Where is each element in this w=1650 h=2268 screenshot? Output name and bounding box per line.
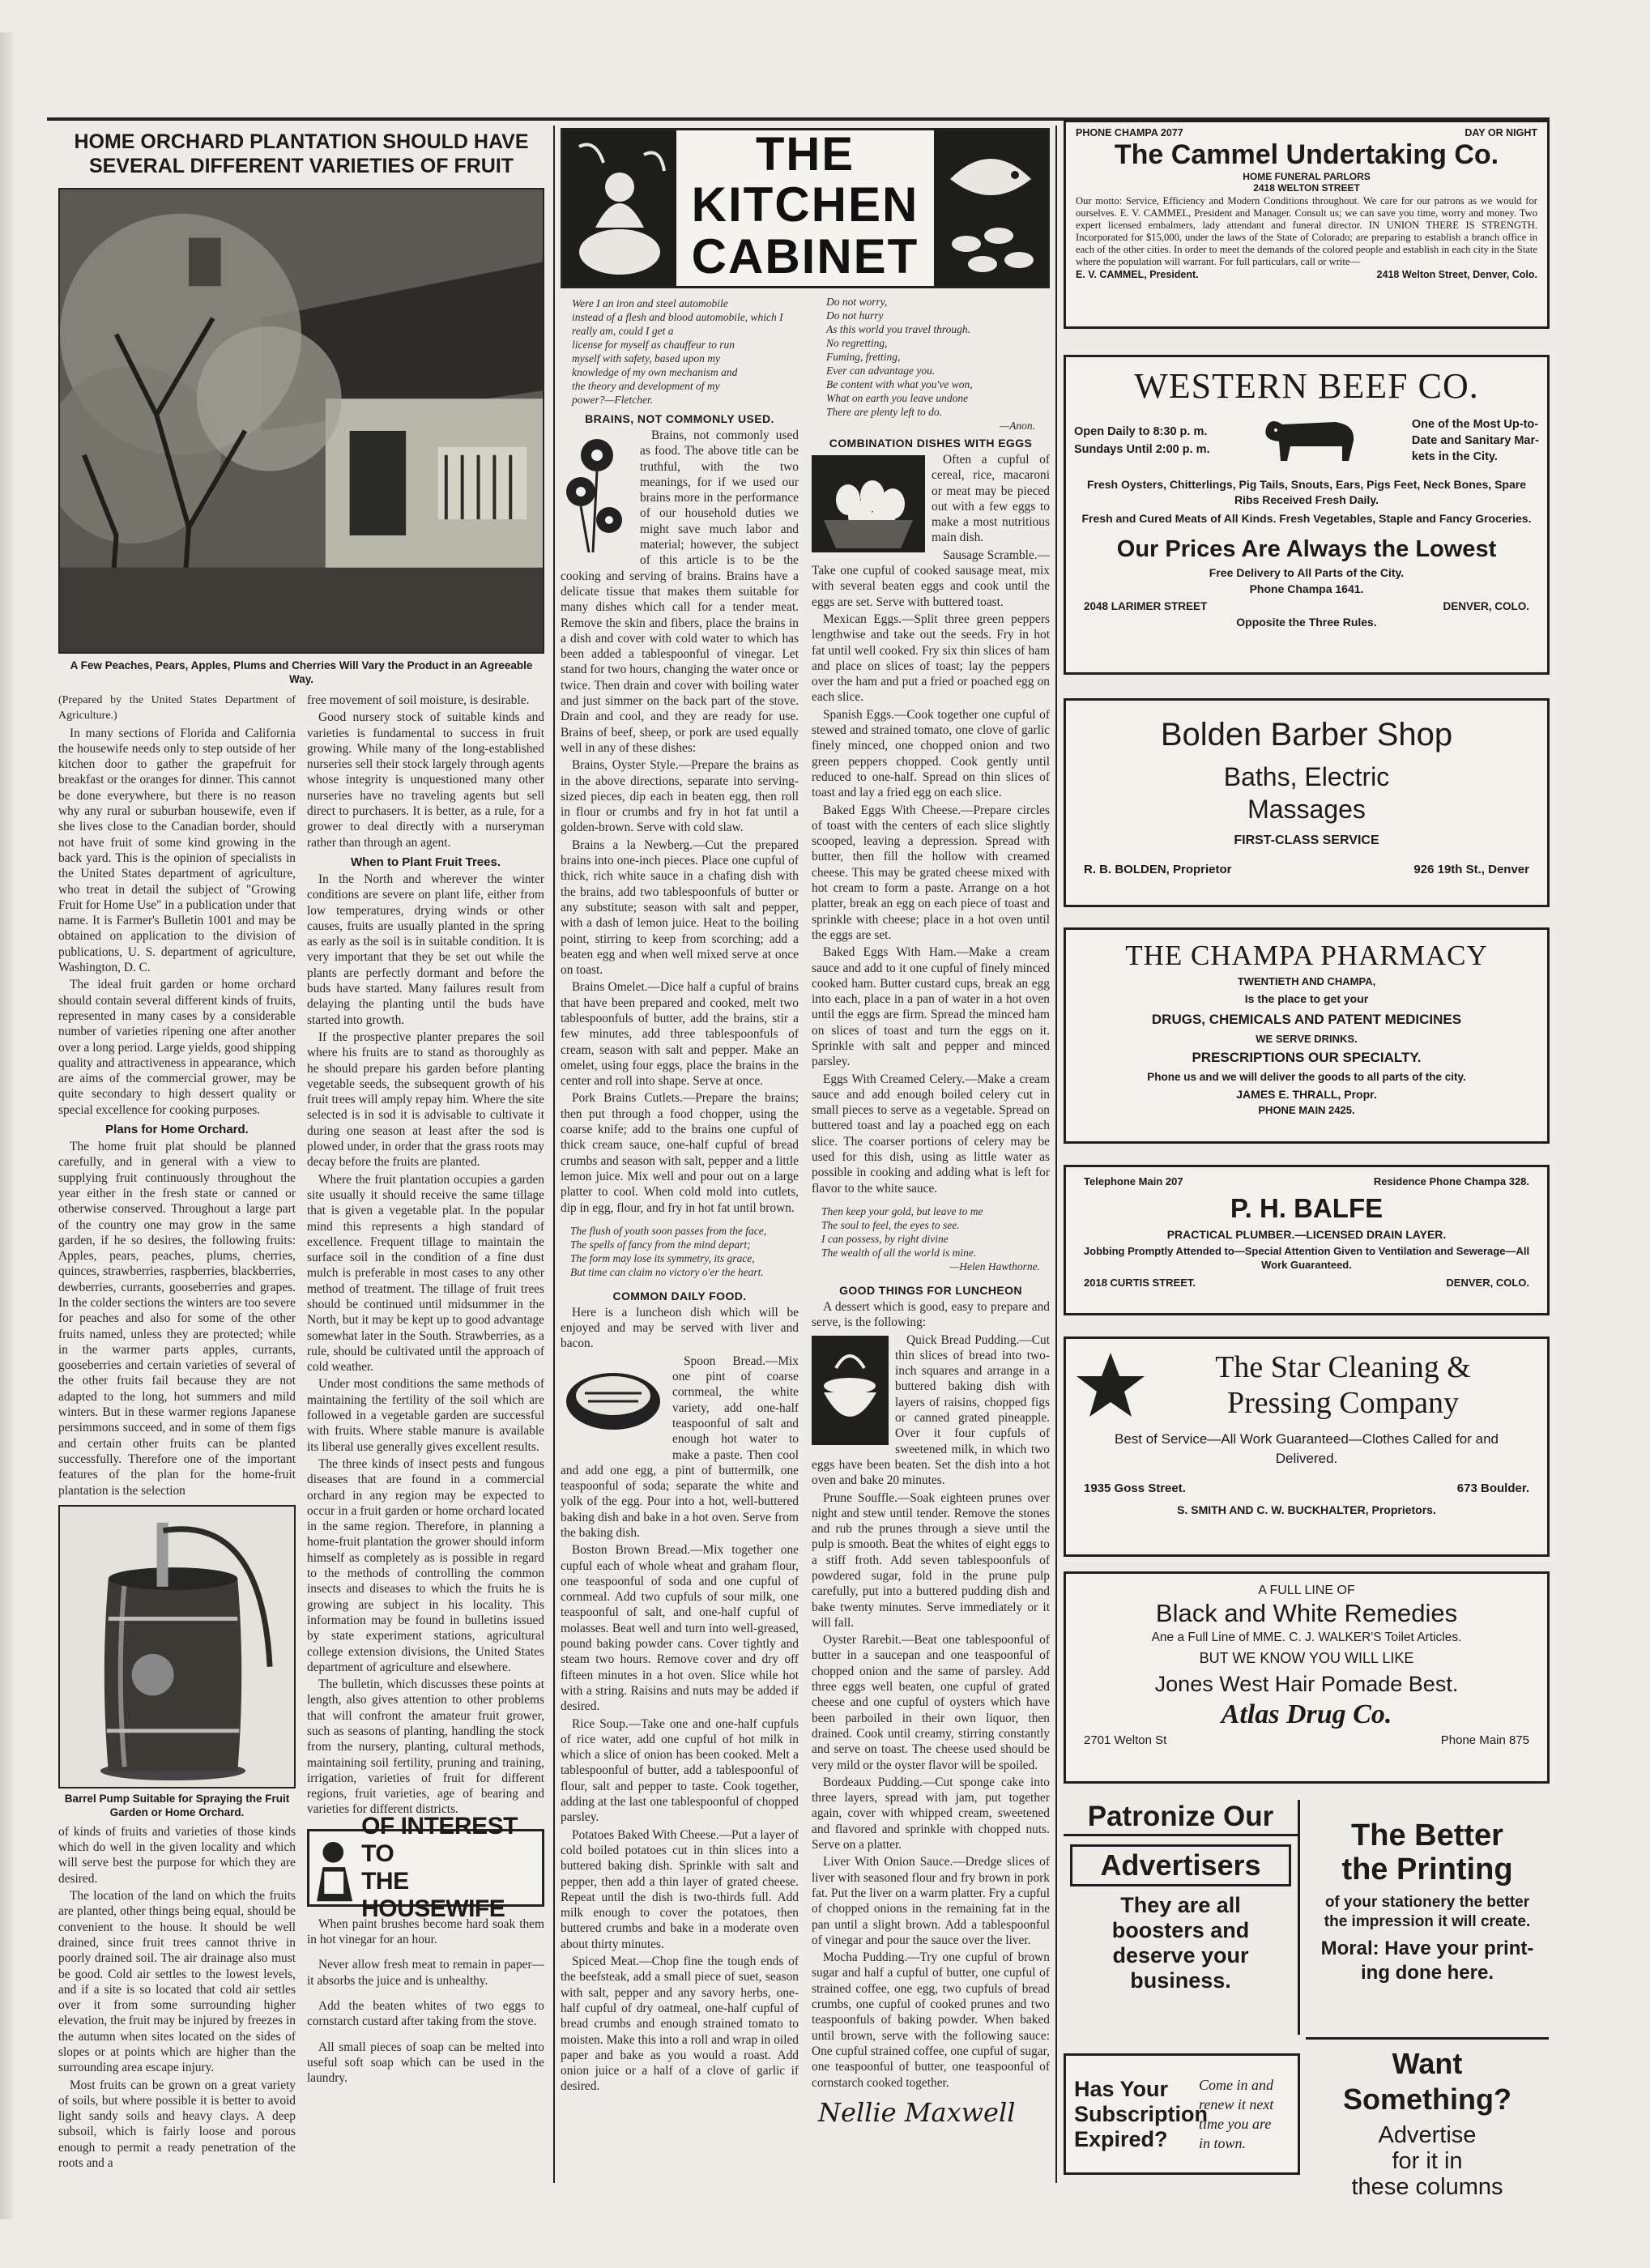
egg-basket-icon [812,455,925,552]
recipe: Baked Eggs With Cheese.—Prepare circles of toast with the centers of each slice slightly scooped, leaving a depression. Spread with butter, then fill the hollow with creamed cheese. This may be grated cheese mixed with hot cream to form a paste. Arrange on a hot platter, break an egg on each piece of toast and sprinkle with cheese; place in a hot oven until the eggs are set. [812,803,1050,942]
cammel-name: The Cammel Undertaking Co. [1114,139,1499,170]
recipe: Eggs With Creamed Celery.—Make a cream sauce and add enough boiled celery cut in small pieces to serve as a vegetable. Spread on buttered toast and lay a poached egg on each slice. The coarser portions of celery may be used for this dish, using as little water as possible in cooking and adding what is left for flavor to the white sauce. [812,1072,1050,1196]
poem-line: The form may lose its symmetry, its grace, [570,1251,755,1264]
left-page-edge [0,32,13,2219]
poem-line: The wealth of all the world is mine. [821,1246,977,1259]
patronize-body-4: business. [1130,1968,1231,1993]
orchard-paragraph: The location of the land on which the fruits are planted, other things being equal, should be convenient to the house. It should be well drained, since fruit trees cannot thrive in poorly drained soil. The air drainage also must be good. Cold air settles to the lowest levels, and if a site is so located that cold air settles over it from some surrounding higher elevation, the fruit may be injured by freezes in the autumn when sites located on the sides of slopes or at points which are higher than the surrounding area escape injury. [58,1889,296,2075]
star-name-2: Pressing Company [1226,1386,1460,1420]
cammel-address: 2418 WELTON STREET [1253,182,1360,194]
pharmacy-proprietor: JAMES E. THRALL, Propr. [1236,1088,1377,1101]
youth-poem [561,1217,799,1285]
orchard-paragraph: Under most conditions the same methods of maintaining the fertility of the soil which are followed in a vegetable garden are successful with fruits. Where stable manure is available its liberal use generally gives excellent results. [307,1377,544,1454]
star-icon [1074,1349,1147,1422]
kitchen-column-a [561,295,799,2128]
bolden-address: 926 19th St., Denver [1413,863,1529,876]
beef-phone: Phone Champa 1641. [1249,582,1364,595]
recipe: Mexican Eggs.—Split three green peppers lengthwise and take out the seeds. Fry in hot fat until well cooked. Fry six thin slices of ham and place on slices of toast; lay the peppers over the ham and put a fried or poached egg on each slice. [812,612,1050,705]
flower-icon [561,431,633,552]
poem-line: There are plenty left to do. [826,406,942,418]
poem-line: The soul to feel, the eyes to see. [821,1218,960,1231]
orchard-paragraph: The ideal fruit garden or home orchard should contain several different kinds of fruits, represented in many cases by a considerable number of varieties ripening one after another over a long period. Large yields, good shipping quality and attractiveness in appearance, which are aims of the commercial grower, may be quite secondary to high dessert quality or special excellence for cooking purposes. [58,978,296,1117]
atlas-name: Atlas Drug Co. [1221,1699,1392,1729]
poem-line: —Anon. [1000,420,1035,432]
patronize-body-2: boosters and [1111,1918,1250,1942]
balfe-phone-right: Residence Phone Champa 328. [1373,1175,1529,1187]
star-cleaning-ad [1064,1336,1550,1557]
beef-tag-1: One of the Most Up-to- [1411,418,1539,431]
dish-illustration [561,1357,666,1446]
poem-line: Do not worry, [826,296,888,308]
orchard-photo [58,188,544,654]
beef-name: WESTERN BEEF CO. [1134,366,1479,406]
recipe: Brains a la Newberg.—Cut the prepared brains into one-inch pieces. Place one cupful of thick, rich white sauce in a chafing dish with the brains, add two tablespoonfuls of butter or any substitute; season with salt and pepper, with a dash of lemon juice. Heat to the boiling point, stirring to keep from scorching; add a beaten egg and when well mixed serve at once on toast. [561,838,799,978]
star-name-1: The Star Cleaning & [1215,1350,1471,1384]
beef-hours-1: Open Daily to 8:30 p. m. [1074,425,1208,438]
kitchen-title-2: KITCHEN [691,177,919,232]
subscription-q-2: Subscription [1074,2101,1209,2126]
atlas-line-5: Jones West Hair Pomade Best. [1154,1672,1459,1696]
quote-line: knowledge of my own mechanism and [572,366,738,378]
barrel-pump-photo [58,1505,296,1788]
pharmacy-phone: PHONE MAIN 2425. [1258,1104,1355,1116]
quote-line: instead of a flesh and blood automobile, which I really am, could I get a [572,311,783,337]
luncheon-heading: GOOD THINGS FOR LUNCHEON [839,1283,1022,1297]
balfe-city: DENVER, COLO. [1446,1277,1529,1289]
orchard-subhead-plans: Plans for Home Orchard. [105,1123,249,1137]
poem-line: The spells of fancy from the mind depart; [570,1238,751,1251]
column-rule-2 [1055,126,1057,2183]
atlas-line-1: A FULL LINE OF [1258,1584,1355,1597]
balfe-jobbing: Jobbing Promptly Attended to—Special Attention Given to Ventilation and Sewerage—All Work Guaranteed. [1083,1245,1530,1271]
atlas-line-3: Ane a Full Line of MME. C. J. WALKER'S Toilet Articles. [1151,1631,1462,1644]
housewife-tip: When paint brushes become hard soak them in hot vinegar for an hour. [307,1916,544,1947]
pudding-illustration [812,1336,889,1445]
atlas-drug-ad [1064,1571,1550,1784]
poem-line: As this world you travel through. [826,323,970,335]
orchard-paragraph: free movement of soil moisture, is desirable. [307,693,530,707]
orchard-paragraph: Where the fruit plantation occupies a garden site usually it should receive the same tillage that is given a vegetable plat. In the popular mind this represents a high standard of excellence. Frequent tillage to maintain the surface soil in the condition of a fine dust mulch is preferable in most cases to any other method of treatment. The tillage of fruit trees should be continued until midsummer in the North, but it may be kept up to good advantage somewhat later in the South. Strawberries, as a rule, should be cultivated until the approach of cold weather. [307,1172,544,1375]
poem-line: Do not hurry [826,309,884,322]
recipe: Spiced Meat.—Chop fine the tough ends of the beefsteak, add a small piece of suet, season with salt, pepper and any savory herbs, one-half cupful of dry oatmeal, one-half cupful of bread crumbs and enough strained tomato to moisten. Make this into a roll and wrap in oiled paper and bake as you would a roast. Add onion juice or a half of a clove of garlic if desired. [561,1955,799,2094]
patronize-title-2: Advertisers [1070,1844,1291,1886]
bolden-barber-ad [1064,698,1550,907]
poem-line: What on earth you leave undone [826,392,969,404]
atlas-phone: Phone Main 875 [1440,1733,1529,1747]
want-title: Want Something? [1343,2047,1511,2116]
kitchen-cabinet [561,128,1050,2128]
housewife-icon [309,1831,361,1904]
worry-poem [812,295,1050,433]
orchard-photo-caption: A Few Peaches, Pears, Apples, Plums and Cherries Will Vary the Product in an Agreeable Way. [70,659,533,685]
orchard-paragraph: Good nursery stock of suitable kinds and varieties is fundamental to success in fruit growing. While many of the long-established nurseries sell their stock largely through agents whose integrity is unquestioned many other nurseries have no traveling agents but sell direct to purchasers. It is better, as a rule, for a grower to deal directly with a nurseryman rather than through an agent. [307,710,544,850]
balfe-name: P. H. BALFE [1230,1193,1384,1223]
kitchen-cabinet-masthead [561,128,1050,288]
star-owners: S. SMITH AND C. W. BUCKHALTER, Proprietors. [1177,1503,1436,1516]
recipe: Quick Bread Pudding.—Cut thin slices of bread into two-inch squares and arrange in a buttered baking dish with layers of raisins, chopped figs or canned grated pineapple. Over it four cupfuls of sweetened milk, in which two eggs have been beaten. Set the dish into a hot oven and bake 20 minutes. [812,1332,1050,1488]
cammel-president: E. V. CAMMEL, President. [1076,269,1199,280]
recipe: Brains, Oyster Style.—Prepare the brains as in the above directions, separate into serving-sized pieces, dip each in beaten egg, then roll in flour or crumbs and fry in hot fat until a golden-brown. Serve with cold slaw. [561,758,799,835]
housewife-tip: All small pieces of soap can be melted into useful soft soap which can be used in the laundry. [307,2040,544,2086]
orchard-paragraph: Most fruits can be grown on a great variety of soils, but where possible it is better to avoid light sandy soils and heavy clays. A deep subsoil, which is fairly loose and porous enough to permit a ready penetration of the roots and a [58,2078,296,2171]
subscription-q-3: Expired? [1074,2126,1168,2151]
housewife-title-1: OF INTEREST TO [361,1812,518,1867]
orchard-article [58,130,544,2172]
orchard-credit: (Prepared by the United States Department of Agriculture.) [58,694,296,723]
poem-line: I can possess, by right divine [821,1232,949,1245]
orchard-headline [58,130,544,178]
beef-opposite: Opposite the Three Rules. [1236,616,1377,629]
pharmacy-intro: Is the place to get your [1244,992,1369,1005]
housewife-title-2: THE HOUSEWIFE [361,1867,505,1922]
cow-icon [1258,412,1363,469]
brains-heading: BRAINS, NOT COMMONLY USED. [585,412,774,425]
balfe-address: 2018 CURTIS STREET. [1084,1277,1196,1289]
house-illustration [60,190,543,652]
star-address: 1935 Goss Street. [1084,1481,1186,1495]
pharmacy-specialty: PRESCRIPTIONS OUR SPECIALTY. [1192,1050,1422,1065]
quote-line: Were I an iron and steel automobile [572,297,728,309]
orchard-paragraph: of kinds of fruits and varieties of those kinds which do well in the given locality and which will serve best the purpose for which they are desired. [58,1824,296,1886]
housewife-tip: Add the beaten whites of two eggs to cornstarch custard after taking from the stove. [307,1998,544,2029]
recipe: Potatoes Baked With Cheese.—Put a layer of cold boiled potatoes cut in thin slices into a buttered baking dish. Sprinkle with salt and pepper, then add a thin layer of grated cheese. Repeat until the dish is two-thirds full. Add milk enough to cover the potatoes, then buttered crumbs and bake in a moderate oven about thirty minutes. [561,1827,799,1951]
hawthorne-poem [812,1198,1050,1280]
printing-ad [1306,1818,1549,2029]
beef-tag-2: Date and Sanitary Mar- [1411,434,1539,447]
poem-line: Ever can advantage you. [826,364,936,377]
atlas-line-2: Black and White Remedies [1155,1599,1458,1627]
recipe: Prune Souffle.—Soak eighteen prunes over night and stew until tender. Remove the stones and rub the prunes through a sieve until the pulp is smooth. Beat the whites of eight eggs to a stiff froth. Add seven tablespoonfuls of powdered sugar, fold in the prune pulp carefully, put into a buttered pudding dish and bake twenty minutes. Serve immediately or it will fall. [812,1490,1050,1630]
barrel-pump-icon [60,1507,294,1787]
printing-title-2: the Printing [1341,1852,1513,1886]
kitchen-column-b [812,295,1050,2128]
printing-body-3: Moral: Have your print- [1320,1938,1534,1959]
beef-tag-3: kets in the City. [1411,450,1498,463]
beef-line-2: Fresh and Cured Meats of All Kinds. Fresh Vegetables, Staple and Fancy Groceries. [1081,512,1532,525]
star-address-2: 673 Boulder. [1456,1481,1529,1495]
orchard-headline-line-1: HOME ORCHARD PLANTATION SHOULD HAVE [74,130,529,153]
orchard-paragraph: If the prospective planter prepares the soil where his fruits are to stand as thoroughly as he should prepare his garden before planting vegetable seeds, the subsequent growth of his fruit trees will amply repay him. Where the site selected is in sod it is advisable to cultivate it during one season at least after the sod is plowed under, in order that the grass roots may decay before the fruits are planted. [307,1030,544,1170]
barrel-pump-caption: Barrel Pump Suitable for Spraying the Fruit Garden or Home Orchard. [64,1792,290,1818]
recipe: Rice Soup.—Take one and one-half cupfuls of rice water, add one cupful of hot milk in which a slice of onion has been cooked. Melt a tablespoonful of butter, add a tablespoonful of flour, salt and pepper to taste. Cook together, adding at the last one tablespoonful of chopped parsley. [561,1716,799,1825]
cammel-body: Our motto: Service, Efficiency and Modern Conditions throughout. We care for our patrons as we would for ourselves. E. V. CAMMEL, President and Manager. Consult us; we can save you time, worry and money. Two expert licensed embalmers, lady attendant and funeral director. IN UNION THERE IS STRENGTH. Incorporated for $15,000, under the laws of the State of Colorado; are preparing to establish a branch office in each of the other cities. In order to meet the demands of the colored people and establish in each city in the State where the population will warrant. For full particulars, call or write— [1076,195,1537,267]
atlas-line-4: BUT WE KNOW YOU WILL LIKE [1199,1650,1414,1666]
orchard-column-a [58,693,296,2172]
poem-line: Then keep your gold, but leave to me [821,1204,983,1217]
poem-line: But time can claim no victory o'er the heart. [570,1265,764,1278]
recipe: A dessert which is good, easy to prepare and serve, is the following: [812,1299,1050,1330]
champa-pharmacy-ad [1064,927,1550,1144]
kitchen-title-3: CABINET [691,229,919,284]
recipe: Sausage Scramble.—Take one cupful of cooked sausage meat, mix with several beaten eggs and cook until the eggs are set. Serve with buttered toast. [812,548,1050,609]
recipe: Mocha Pudding.—Try one cupful of brown sugar and half a cupful of butter, one cupful of strained coffee, one egg, two cupfuls of bread crumbs, one cupful of cooked prunes and two teaspoonfuls of baking powder. When baked until brown, serve with the following sauce: One cupful strained coffee, one cupful of sugar, one teaspoonful of butter, one teaspoonful of cornstarch cooked together. [812,1950,1050,2090]
atlas-address: 2701 Welton St [1084,1733,1167,1747]
patronize-ad [1064,1800,1300,2035]
beef-city: DENVER, COLO. [1443,600,1529,612]
star-service: Best of Service—All Work Guaranteed—Clothes Called for and Delivered. [1114,1431,1499,1466]
want-body-3: these columns [1351,2174,1503,2200]
beef-address: 2048 LARIMER STREET [1084,600,1208,612]
want-body-2: for it in [1392,2148,1463,2174]
orchard-paragraph: The three kinds of insect pests and fungous diseases that are found in a commercial orchard in any region may be expected to occur in a fruit garden or home orchard located in the same region. Therefore, in planning a home-fruit plantation the grower should inform himself as completely as is possible in regard to the methods of controlling the common insects and diseases to which the fruits he is growing are subject in his locality. This information may be found in bulletins issued by state experiment stations, agricultural college extension divisions, the United States department of agriculture and elsewhere. [307,1456,544,1674]
balfe-phone-left: Telephone Main 207 [1084,1175,1183,1187]
rooster-pot-icon [563,130,676,286]
poem-line: The flush of youth soon passes from the face, [570,1224,767,1237]
printing-body-4: ing done here. [1360,1962,1494,1984]
quote-line: the theory and development of my [572,380,720,392]
orchard-column-b [307,693,544,2172]
subscription-a-1: Come in and [1199,2077,1273,2093]
subscription-a-2: renew it next [1199,2096,1274,2112]
orchard-headline-line-2: SEVERAL DIFFERENT VARIETIES OF FRUIT [88,155,514,177]
orchard-paragraph: The home fruit plat should be planned carefully, and in general with a view to supplying fruit continuously throughout the year either in the fresh state or canned or otherwise conserved. Throughout a large part of the country one may grow in the same garden, if he so desires, the following fruits: Apples, pears, peaches, plums, cherries, quinces, strawberries, raspberries, blackberries, dewberries, currants, gooseberries and grapes. In the colder sections the winters are too severe for peaches and also for some of the other fruits named, unless they are protected; while in the warmer parts apples, currants, gooseberries and certain varieties of several of the other fruits fail because they are not adapted to the long, hot summers and mild winters. But in these warmer regions Japanese persimmons succeed, and in some of them figs and certain other fruits can be planted successfully. Therefore one of the important features of the plan for the home-fruit plantation is the selection [58,1140,296,1498]
pharmacy-location: TWENTIETH AND CHAMPA, [1237,975,1376,987]
beef-slogan: Our Prices Are Always the Lowest [1116,536,1497,562]
bolden-line-2: Massages [1247,795,1366,824]
baking-dish-icon [561,1357,666,1446]
subscription-q-1: Has Your [1074,2076,1169,2101]
patronize-body-3: deserve your [1112,1943,1249,1967]
bolden-name: Bolden Barber Shop [1160,717,1453,752]
housewife-tip: Never allow fresh meat to remain in paper—it absorbs the juice and is unhealthy. [307,1958,544,1988]
pharmacy-drinks: WE SERVE DRINKS. [1256,1033,1358,1045]
want-body-1: Advertise [1378,2122,1477,2148]
recipe: Brains, not commonly used as food. The above title can be truthful, with the two meanings, for if we used our brains more in the performance of our household duties we might save much labor and material; however, the subject of this article is to be the cooking and serving of brains. Brains have a delicate tissue that makes them suitable for many dishes which call for a tender meat. Remove the skin and fibers, place the brains in a dish and cover with cold water to which has been added a tablespoonful of vinegar. Let stand for two hours, changing the water once or twice. Then drain and cover with boiling water and just simmer on the back part of the stove. Drain and cool, and they are ready for use. Brains of beef, sheep, or pork are used equally well in any of these dishes: [561,428,799,755]
printing-body-2: the impression it will create. [1324,1913,1531,1930]
poem-line: No regretting, [826,337,888,349]
poem-line: Be content with what you've won, [826,378,973,390]
recipe: Spanish Eggs.—Cook together one cupful of stewed and strained tomato, one clove of garlic finely minced, one chopped onion and two green peppers chopped. Cook gently until reduced to one-half. Spread on thin slices of toast and lay a fried egg on each slice. [812,707,1050,800]
balfe-trade: PRACTICAL PLUMBER.—LICENSED DRAIN LAYER. [1166,1228,1447,1241]
recipe: Oyster Rarebit.—Beat one tablespoonful of butter in a saucepan and one teaspoonful of chopped onion and the same of parsley. Add three eggs well beaten, one cupful of grated cheese and one cupful of oysters which have been parboiled in their own liquor, then drained. Cook until creamy, stirring constantly and serve on toast. The cheese used should be very mild or the oyster flavor will be spoiled. [812,1633,1050,1772]
beef-delivery: Free Delivery to All Parts of the City. [1209,566,1405,579]
combination-heading: COMBINATION DISHES WITH EGGS [829,437,1033,450]
flower-illustration [561,431,633,552]
orchard-subhead-when: When to Plant Fruit Trees. [350,855,501,869]
bolden-line-1: Baths, Electric [1223,762,1390,791]
recipe: Boston Brown Bread.—Mix together one cupful each of whole wheat and graham flour, one teaspoonful of soda and one cupful of cornmeal. Add two cupfuls of sour milk, one teaspoonful of salt, and one-half cupful of molasses. Beat well and turn into well-greased, pound baking powder cans. Cover tightly and steam two hours. Remove cover and dry off fifteen minutes in a hot oven. Slice while hot with a string. Raisins and nuts may be added if desired. [561,1543,799,1714]
orchard-paragraph: In many sections of Florida and California the housewife needs only to step outside of her kitchen door to gather the grapefruit for breakfast or the oranges for dinner. This cannot be done everywhere, but there is no reason why any rural or suburban housewife, even if she lives close to the Canadian border, should not have fruit of some kind growing in the back yard. This is the opinion of specialists in the United States department of agriculture, who treat in detail the subject of "Growing Fruit for Home Use" in a publication under that name. It is Farmer's Bulletin 1001 and may be obtained on application to the division of publications, U. S. department of agriculture, Washington, D. C. [58,726,296,975]
beef-line-1: Fresh Oysters, Chitterlings, Pig Tails, Snouts, Ears, Pigs Feet, Neck Bones, Spare Ribs Received Fresh Daily. [1086,478,1527,506]
patronize-body-1: They are all [1120,1893,1241,1917]
signature: Nellie Maxwell [818,2096,1016,2128]
pharmacy-name: THE CHAMPA PHARMACY [1125,940,1488,971]
recipe: Brains Omelet.—Dice half a cupful of brains that have been prepared and cooked, melt two tablespoonfuls of butter, add the brains, stir a few minutes, add three tablespoonfuls of cream, season with salt and pepper. Make an omelet, using four eggs, place the brains in the center and roll into shape. Serve at once. [561,980,799,1089]
kitchen-title-1: THE [756,128,855,181]
recipe: Spoon Bread.—Mix one pint of coarse cornmeal, the white variety, add one-half teaspoonful of salt and enough hot water to make a paste. Then cool and add one egg, a pint of buttermilk, one teaspoonful of soda; separate the white and yolk of the egg. Pour into a hot, well-buttered baking dish and bake in a hot oven. Serve from the baking dish. [561,1354,799,1540]
western-beef-ad [1064,355,1550,675]
fish-platter-icon [934,130,1047,286]
pharmacy-phone-line: Phone us and we will deliver the goods to all parts of the city. [1147,1071,1466,1083]
orchard-paragraph: In the North and wherever the winter conditions are severe on plant life, either from low temperatures, drying winds or other causes, fruits are usually planted in the spring as early as the soil is in suitable condition. It is very important that they be set out while the plants are perfectly dormant and before the buds have started. Many failures result from delaying the planting until the buds have started into growth. [307,872,544,1027]
cammel-phone: PHONE CHAMPA 2077 [1076,127,1183,139]
cammel-ad [1064,120,1550,329]
recipe: Liver With Onion Sauce.—Dredge slices of liver with seasoned flour and fry brown in pork fat. Put the liver on a warm platter. Fry a cupful of chopped onions in the remaining fat in the pan until a slight brown. Add a tablespoonful of vinegar and pour the sauce over the liver. [812,1855,1050,1947]
bolden-proprietor: R. B. BOLDEN, Proprietor [1084,863,1232,876]
want-something-ad [1306,2037,1549,2200]
pudding-bowl-icon [812,1336,889,1445]
column-rule-1 [553,126,555,2183]
recipe: Often a cupful of cereal, rice, macaroni or meat may be pieced out with a few eggs to make a most nutritious main dish. [932,453,1050,545]
printing-body-1: of your stationery the better [1324,1894,1530,1911]
subscription-a-4: in town. [1199,2135,1247,2151]
orchard-paragraph: The bulletin, which discusses these points at length, also gives attention to other problems that will confront the amateur fruit grower, such as seasons of planting, handling the stock from the nursery, planting, cultural methods, maintaining soil fertility, pruning and training, irrigation, varieties of fruit for different regions, fruit varieties, age of bearing and varieties for different districts. [307,1678,544,1817]
recipe: Pork Brains Cutlets.—Prepare the brains; then put through a food chopper, using the coarse knife; add to the brains one cupful of thick cream sauce, one-half cupful of bread crumbs and season with salt, pepper and a little lemon juice. Mix well and pour out on a large platter to cool. When cold mold into cutlets, dip in egg, flour, and fry in hot fat until brown. [561,1091,799,1215]
quote-line: license for myself as chauffeur to run [572,339,735,351]
housewife-box [307,1812,544,1922]
subscription-ad [1064,2053,1300,2175]
fletcher-quote [561,295,799,408]
beef-hours-2: Sundays Until 2:00 p. m. [1074,443,1210,456]
recipe: Here is a luncheon dish which will be enjoyed and may be served with liver and bacon. [561,1305,799,1351]
patronize-title-1: Patronize Our [1064,1800,1298,1836]
quote-line: power?—Fletcher. [572,394,654,406]
recipe: Baked Eggs With Ham.—Make a cream sauce and add to it one cupful of finely minced cooked ham. Butter custard cups, break an egg into each, place in a pan of water in a hot oven until the eggs are firm. Spread the minced ham on slices of toast and turn the eggs on it. Sprinkle with salt and pepper and minced parsley. [812,945,1050,1069]
quote-line: myself with safety, based upon my [572,352,720,364]
pharmacy-goods: DRUGS, CHEMICALS AND PATENT MEDICINES [1151,1012,1462,1027]
poem-line: —Helen Hawthorne. [949,1260,1040,1273]
poem-line: Fuming, fretting, [826,351,901,363]
egg-basket-illustration [812,455,925,552]
printing-title-1: The Better [1351,1818,1503,1852]
bolden-service: FIRST-CLASS SERVICE [1234,833,1379,847]
subscription-a-3: time you are [1199,2116,1272,2132]
balfe-plumber-ad [1064,1165,1550,1315]
common-food-heading: COMMON DAILY FOOD. [612,1289,747,1302]
recipe: Bordeaux Pudding.—Cut sponge cake into three layers, spread with jam, put together again, cover with whipped cream, sweetened and flavored and sprinkle with chopped nuts. Serve on a platter. [812,1775,1050,1852]
cammel-sub: HOME FUNERAL PARLORS [1243,171,1371,182]
cammel-street: 2418 Welton Street, Denver, Colo. [1376,269,1537,280]
cammel-day-night: DAY OR NIGHT [1465,127,1537,139]
